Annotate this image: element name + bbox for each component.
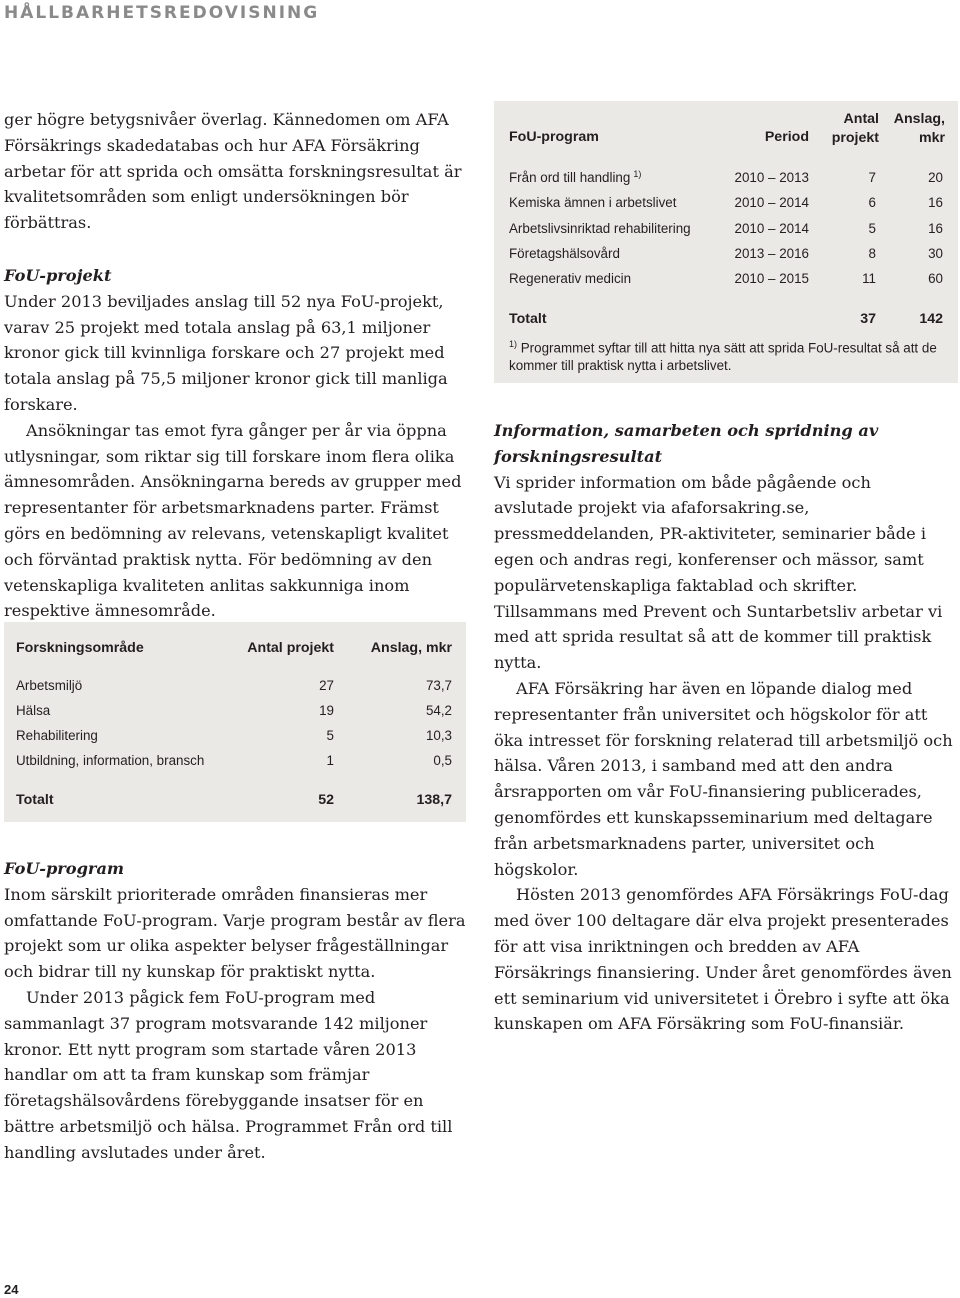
table-row — [4, 700, 466, 722]
row-program — [509, 167, 641, 189]
footnote-mark: 1) — [633, 169, 642, 179]
total-projects: 37 — [860, 311, 876, 327]
intro-paragraph: ger högre betygsnivåer överlag. Kännedomen om AFA Försäkrings skadedatabas och hur AFA Försäkring arbetar för att sprida och omsätta forskningsresultat är kvalitetsområden som enligt undersökningen bör förbättras. — [4, 110, 462, 233]
program-table-total-row — [494, 308, 958, 330]
row-projects: 7 — [868, 170, 876, 185]
total-label: Totalt — [509, 311, 547, 327]
row-program: Kemiska ämnen i arbetslivet — [509, 195, 677, 210]
table-footnote — [509, 335, 949, 375]
table-row — [494, 167, 958, 189]
row-area: Arbetsmiljö — [16, 678, 83, 693]
fou-program-heading: FoU-program — [4, 859, 125, 878]
fou-projekt-heading: FoU-projekt — [4, 265, 112, 285]
row-grant: 60 — [928, 271, 943, 286]
research-table-total-row — [4, 789, 466, 811]
total-label: Totalt — [16, 792, 54, 808]
row-projects: 8 — [868, 246, 876, 261]
row-grant: 20 — [928, 170, 943, 185]
total-grant: 142 — [919, 311, 943, 327]
table-row — [4, 750, 466, 772]
table-row — [4, 725, 466, 747]
row-program: Företagshälsovård — [509, 246, 620, 261]
row-projects: 11 — [862, 271, 876, 286]
header-projects: Antal projekt — [247, 640, 334, 656]
row-area: Hälsa — [16, 703, 51, 718]
left-column-lower — [4, 856, 466, 1166]
row-grant: 73,7 — [425, 678, 452, 693]
row-grant: 0,5 — [433, 753, 452, 768]
row-period: 2010 – 2014 — [734, 195, 809, 210]
fou-projekt-paragraph-1: Under 2013 beviljades anslag till 52 nya FoU-projekt, varav 25 projekt med totala anslag på 63,1 miljoner kronor gick till kvinnliga forskare och 27 projekt med totala anslag på 75,5 miljoner kronor gick till manliga forskare. — [4, 291, 448, 414]
table-row — [494, 268, 958, 290]
section-header: HÅLLBARHETSREDOVISNING — [4, 3, 320, 23]
left-column-upper — [4, 107, 466, 624]
row-projects: 5 — [326, 728, 334, 743]
info-heading: Information, samarbeten och spridning av forskningsresultat — [494, 421, 879, 466]
row-area: Rehabilitering — [16, 728, 98, 743]
row-projects: 5 — [868, 221, 876, 236]
row-projects: 27 — [319, 678, 334, 693]
header-area: Forskningsområde — [16, 640, 144, 656]
info-paragraph-1: Vi sprider information om både pågående och avslutade projekt via afaforsakring.se, pressmeddelanden, PR-aktiviteter, seminarier både i egen och andras regi, konferenser och mässor, samt populärvetenskapliga faktablad och skrifter. Tillsammans med Prevent och Suntarbetsliv arbetar vi med att sprida resultat så att de kommer till praktisk nytta. — [494, 472, 943, 673]
right-column — [494, 418, 954, 1037]
row-grant: 30 — [928, 246, 943, 261]
row-area: Utbildning, information, bransch — [16, 753, 205, 768]
row-program: Regenerativ medicin — [509, 271, 632, 286]
header-projects — [832, 110, 879, 148]
total-projects: 52 — [318, 792, 334, 808]
table-row — [4, 675, 466, 697]
footnote-text: Programmet syftar till att hitta nya sätt att sprida FoU-resultat så att de kommer till praktisk nytta i arbetslivet. — [509, 340, 937, 374]
header-projects-line2: projekt — [831, 130, 879, 146]
header-program: FoU-program — [509, 129, 599, 145]
row-grant: 16 — [928, 195, 943, 210]
row-program-name: Från ord till handling — [509, 170, 631, 185]
row-program: Arbetslivsinriktad rehabilitering — [509, 221, 691, 236]
research-table-header-row — [4, 637, 466, 659]
row-projects: 19 — [319, 703, 334, 718]
row-projects: 1 — [326, 753, 334, 768]
row-grant: 54,2 — [425, 703, 452, 718]
fou-program-table — [494, 101, 958, 383]
row-period: 2013 – 2016 — [734, 246, 809, 261]
fou-program-paragraph-1: Inom särskilt prioriterade områden finansieras mer omfattande FoU-program. Varje program består av flera projekt som ur olika aspekter belyser frågeställningar och bidrar till ny kunskap för praktiskt nytta. — [4, 884, 466, 982]
header-grant — [894, 110, 945, 148]
fou-projekt-paragraph-2: Ansökningar tas emot fyra gånger per år via öppna utlysningar, som riktar sig till forskare inom flera olika ämnesområden. Ansökningarna bereds av grupper med representanter för arbetsmarknadens parter. Främst görs en bedömning av relevans, vetenskapligt kvalitet och förväntad praktisk nytta. För bedömning av den vetenskapliga kvaliteten anlitas sakkunniga inom respektive ämnesområde. — [4, 420, 462, 621]
header-projects-line1: Antal — [843, 111, 879, 127]
row-grant: 10,3 — [425, 728, 452, 743]
footnote-mark: 1) — [509, 339, 518, 349]
header-grant: Anslag, mkr — [370, 640, 452, 656]
fou-program-paragraph-2: Under 2013 pågick fem FoU-program med sammanlagt 37 program motsvarande 142 miljoner kronor. Ett nytt program som startade våren 2013 handlar om att ta fram kunskap som främjar företagshälsovårdens förebyggande insatser för en bättre arbetsmiljö och hälsa. Programmet Från ord till handling avslutades under året. — [4, 987, 453, 1162]
table-row — [494, 192, 958, 214]
row-projects: 6 — [868, 195, 876, 210]
row-period: 2010 – 2014 — [734, 221, 809, 236]
header-period: Period — [764, 129, 809, 145]
table-row — [494, 243, 958, 265]
row-period: 2010 – 2015 — [734, 271, 809, 286]
header-grant-line1: Anslag, — [893, 111, 945, 127]
row-period: 2010 – 2013 — [734, 170, 809, 185]
info-paragraph-3: Hösten 2013 genomfördes AFA Försäkrings FoU-dag med över 100 deltagare där elva projekt presenterades för att visa inriktningen och bredden av AFA Försäkrings finansiering. Under året genomfördes även ett seminarium vid universitetet i Örebro i syfte att öka kunskapen om AFA Försäkring som FoU-finansiär. — [494, 885, 952, 1034]
page-number: 24 — [4, 1282, 19, 1297]
info-paragraph-2: AFA Försäkring har även en löpande dialog med representanter från universitet och högskolor för att öka intresset för forskning relaterad till arbetsmiljö och hälsa. Våren 2013, i samband med att den andra årsrapporten om vår FoU-finansiering publicerades, genomfördes ett kunskapsseminarium med deltagare från arbetsmarknadens parter, universitet och högskolor. — [494, 678, 953, 879]
row-grant: 16 — [928, 221, 943, 236]
header-grant-line2: mkr — [918, 130, 945, 146]
research-area-table — [4, 622, 466, 822]
table-row — [494, 218, 958, 240]
total-grant: 138,7 — [416, 792, 452, 808]
